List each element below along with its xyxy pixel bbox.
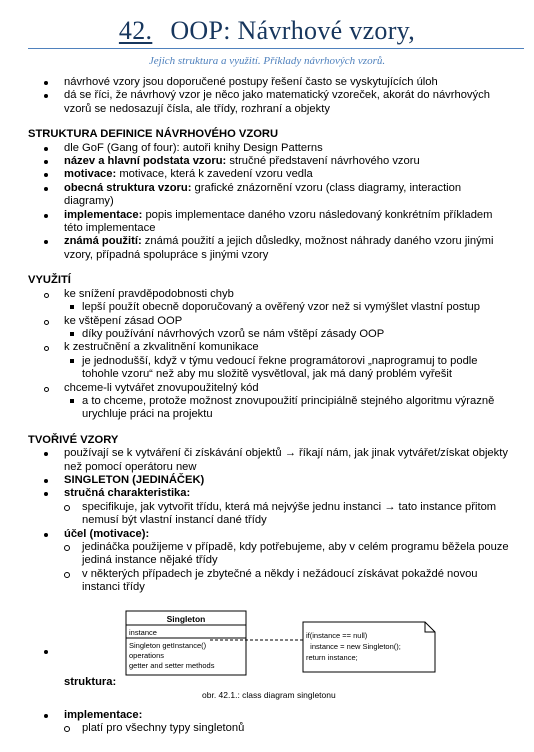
note-line: if(instance == null) (306, 631, 368, 640)
implementation-section (0, 709, 534, 736)
creational-heading: TVOŘIVÉ VZORY (28, 433, 119, 446)
document-body (0, 76, 534, 595)
structure-item: obecná struktura vzoru: grafické znázornění vzoru (class diagramy, interaction diagramy) (0, 182, 534, 209)
structure-item: motivace: motivace, která k zavedení vzoru vedla (0, 168, 534, 181)
brief-text: specifikuje, jak vytvořit třídu, která má nejvýše jednu instanci → tato instance přitom nemusí být vlastní instancí dané třídy (82, 501, 510, 528)
singleton-title: SINGLETON (JEDINÁČEK) (0, 474, 534, 487)
singleton-class-diagram (125, 608, 445, 688)
intro-item: dá se říci, že návrhový vzor je něco jako matematický vzoreček, akorát do návrhových vzorů se nedosazují čísla, ale třídy, rozhraní a objekty (0, 89, 534, 116)
class-method: operations (129, 651, 165, 660)
class-name: Singleton (166, 614, 206, 624)
structure-label: struktura: (64, 676, 117, 688)
purpose-item: účel (motivace): jedináčka použijeme v případě, kdy potřebujeme, aby v celém programu běžela pouze jediná instance nějaké třídy v některých případech je zbytečné a někdy i nežádoucí získávat pokaždé novou instanci třídy (0, 528, 534, 595)
usage-subitem: díky používání návrhových vzorů se nám vštěpí zásady OOP (82, 328, 510, 341)
structure-item: známá použití: známá použití a jejich důsledky, možnost náhrady daného vzoru jinými vzory, případná spolupráce s jinými vzory (0, 235, 534, 262)
structure-bullet (44, 650, 48, 654)
usage-heading: VYUŽITÍ (28, 274, 71, 287)
intro-item: návrhové vzory jsou doporučené postupy řešení často se vyskytujících úloh (0, 76, 534, 89)
structure-item: dle GoF (Gang of four): autoři knihy Design Patterns (0, 142, 534, 155)
structure-list (0, 142, 534, 263)
creational-list (0, 447, 534, 594)
diagram-caption: obr. 42.1.: class diagram singletonu (202, 690, 336, 700)
class-method: Singleton getInstance() (129, 641, 207, 650)
usage-item: ke vštěpení zásad OOP díky používání návrhových vzorů se nám vštěpí zásady OOP (0, 315, 534, 342)
usage-item: ke snížení pravděpodobnosti chyb lepší použít obecně doporučovaný a ověřený vzor než si vymýšlet vlastní postup (0, 288, 534, 315)
class-method: getter and setter methods (129, 661, 215, 670)
intro-list (0, 76, 534, 116)
usage-item: chceme-li vytvářet znovupoužitelný kód a to chceme, protože možnost znovupoužití principiálně stejného algoritmu výrazně urychluje práci na projektu (0, 382, 534, 422)
page-subtitle: Jejich struktura a využití. Příklady návrhových vzorů. (148, 55, 386, 67)
brief-item: stručná charakteristika: specifikuje, jak vytvořit třídu, která má nejvýše jednu instanci → tato instance přitom nemusí být vlastní instancí dané třídy (0, 487, 534, 527)
usage-subitem: a to chceme, protože možnost znovupoužití principiálně stejného algoritmu výrazně urychluje práci na projektu (82, 395, 510, 422)
chapter-title: OOP: Návrhové vzory, (170, 16, 416, 45)
structure-item: implementace: popis implementace daného vzoru následovaný konkrétním příkladem této implementace (0, 209, 534, 236)
purpose-text: jedináčka použijeme v případě, kdy potřebujeme, aby v celém programu běžela pouze jediná instance nějaké třídy (82, 541, 509, 567)
implementation-text: platí pro všechny typy singletonů (82, 722, 510, 735)
structure-heading: STRUKTURA DEFINICE NÁVRHOVÉHO VZORU (28, 128, 279, 141)
implementation-item: implementace: platí pro všechny typy singletonů (0, 709, 534, 736)
usage-subitem: je jednodušší, když v týmu vedoucí řekne programátorovi „naprogramuj to podle tohohle vzoru“ než aby mu složitě vysvětloval, jak má daný problém vyřešit (82, 355, 510, 382)
chapter-number: 42. (118, 16, 153, 45)
structure-item: název a hlavní podstata vzoru: stručné představení návrhového vzoru (0, 155, 534, 168)
usage-item: k zestručnění a zkvalitnění komunikace je jednodušší, když v týmu vedoucí řekne programátorovi „naprogramuj to podle tohohle vzoru“ než aby mu složitě vysvětloval, jak má daný problém vyřešit (0, 341, 534, 381)
note-line: return instance; (306, 653, 358, 662)
class-attribute: instance (129, 628, 157, 637)
page-title (0, 16, 534, 46)
creational-intro: používají se k vytváření či získávání objektů → říkají nám, jak jinak vytvářet/získat objekty než pomocí operátoru new (0, 447, 534, 474)
title-rule (28, 48, 524, 49)
purpose-text: v některých případech je zbytečné a někdy i nežádoucí získávat pokaždé novou instanci třídy (82, 568, 510, 595)
note-line: instance = new Singleton(); (306, 642, 401, 651)
usage-list (0, 288, 534, 422)
usage-subitem: lepší použít obecně doporučovaný a ověřený vzor než si vymýšlet vlastní postup (82, 301, 510, 314)
